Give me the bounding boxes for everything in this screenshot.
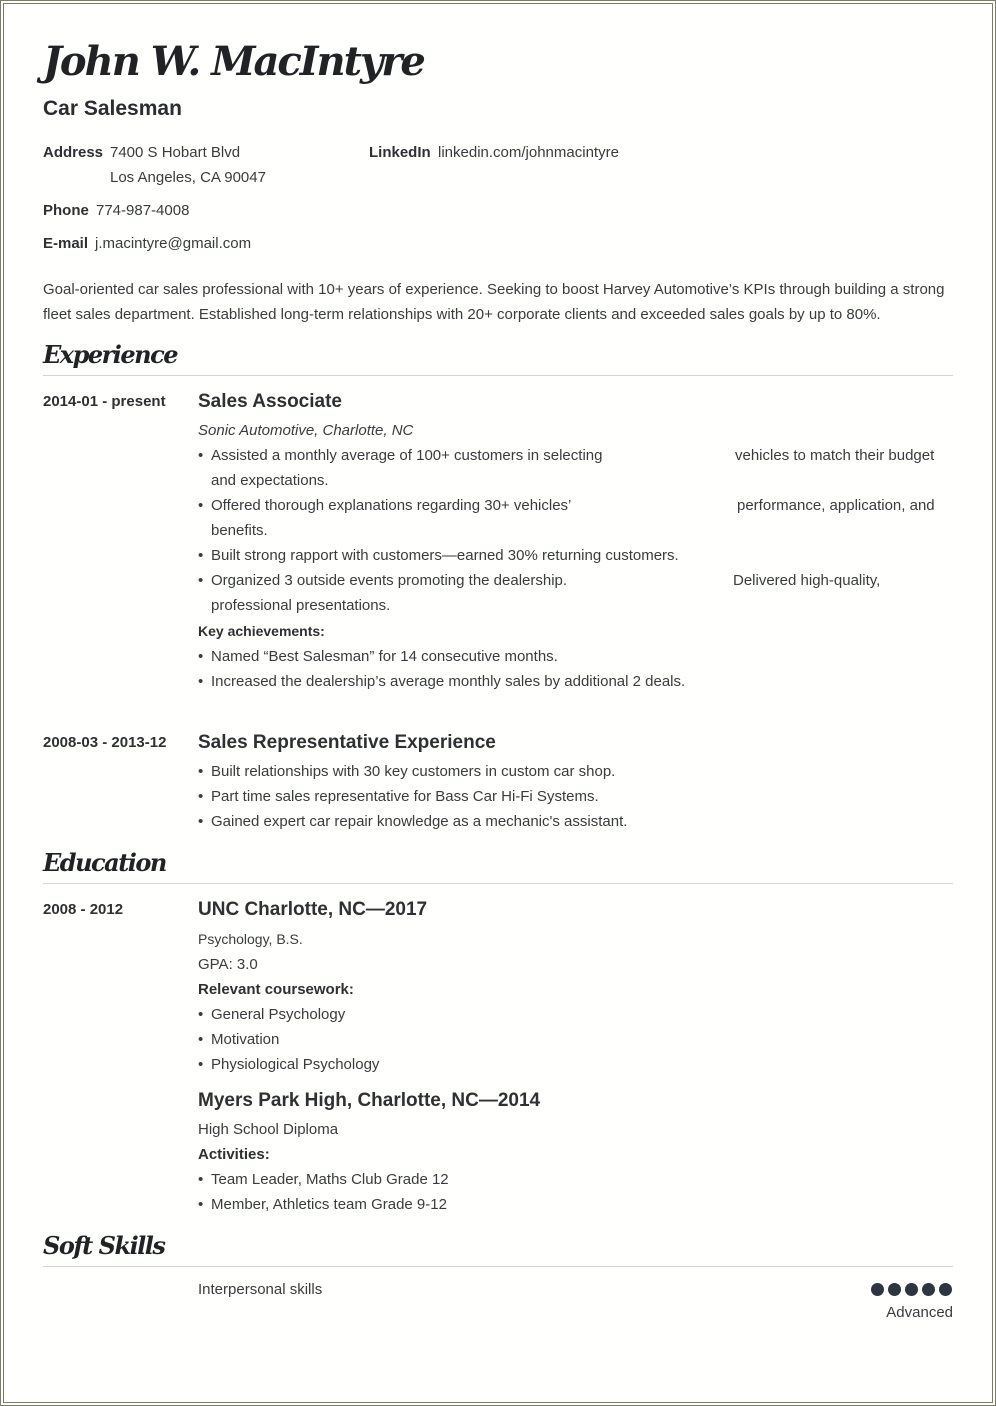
job-bullet-text: Built strong rapport with customers—earned 30% returning customers. xyxy=(211,547,679,564)
job-position: Sales Representative Experience xyxy=(198,732,496,753)
achievement-text: Increased the dealership’s average monthly sales by additional 2 deals. xyxy=(211,673,686,690)
job-bullet-text: Organized 3 outside events promoting the dealership. xyxy=(211,572,568,589)
rating-dot-icon xyxy=(922,1283,935,1296)
bullet-icon: • xyxy=(198,497,204,514)
activity-item: Member, Athletics team Grade 9-12 xyxy=(211,1196,447,1213)
candidate-title: Car Salesman xyxy=(43,97,182,120)
job-bullet-text: benefits. xyxy=(211,522,268,539)
phone-value: 774-987-4008 xyxy=(96,202,190,219)
skill-rating xyxy=(871,1283,952,1296)
address-line2: Los Angeles, CA 90047 xyxy=(110,169,266,186)
section-title-education: Education xyxy=(43,848,166,877)
bullet-icon: • xyxy=(198,1031,204,1048)
activity-item: Team Leader, Maths Club Grade 12 xyxy=(211,1171,449,1188)
email-link[interactable]: j.macintyre@gmail.com xyxy=(95,235,252,252)
address-label: Address xyxy=(43,144,104,161)
education-school: UNC Charlotte, NC—2017 xyxy=(198,899,428,920)
job-dates: 2008-03 - 2013-12 xyxy=(43,734,167,751)
bullet-icon: • xyxy=(198,673,204,690)
bullet-icon: • xyxy=(198,813,204,830)
email-label: E-mail xyxy=(43,235,89,252)
section-divider xyxy=(43,883,953,884)
job-bullet-text: professional presentations. xyxy=(211,597,391,614)
achievement-text: Named “Best Salesman” for 14 consecutive months. xyxy=(211,648,558,665)
job-bullet-text: Built relationships with 30 key customers in custom car shop. xyxy=(211,763,616,780)
linkedin-link[interactable]: linkedin.com/johnmacintyre xyxy=(438,144,619,161)
activities-label: Activities: xyxy=(198,1146,270,1163)
address-line1: 7400 S Hobart Blvd xyxy=(110,144,241,161)
section-title-soft-skills: Soft Skills xyxy=(43,1231,165,1260)
profile-summary: Goal-oriented car sales professional with 10+ years of experience. Seeking to boost Harvey Automotive’s KPIs through building a strong fleet sales department. Established long-term relationships with 20+ corporate clients and exceeded sales goals by up to 80%. xyxy=(43,281,945,323)
job-bullet-text: Delivered high-quality, xyxy=(733,572,881,589)
section-divider xyxy=(43,1266,953,1267)
bullet-icon: • xyxy=(198,1006,204,1023)
bullet-icon: • xyxy=(198,572,204,589)
bullet-icon: • xyxy=(198,788,204,805)
rating-dot-icon xyxy=(905,1283,918,1296)
job-company: Sonic Automotive, Charlotte, NC xyxy=(198,422,414,439)
job-bullet-text: Offered thorough explanations regarding 30+ vehicles’ xyxy=(211,497,572,514)
linkedin-label: LinkedIn xyxy=(369,144,431,161)
bullet-icon: • xyxy=(198,547,204,564)
coursework-item: Motivation xyxy=(211,1031,280,1048)
education-gpa: GPA: 3.0 xyxy=(198,956,258,973)
bullet-icon: • xyxy=(198,1171,204,1188)
bullet-icon: • xyxy=(198,1056,204,1073)
job-dates: 2014-01 - present xyxy=(43,393,166,410)
coursework-item: General Psychology xyxy=(211,1006,346,1023)
job-bullet-text: and expectations. xyxy=(211,472,329,489)
job-bullet-text: Assisted a monthly average of 100+ customers in selecting xyxy=(211,447,603,464)
coursework-label: Relevant coursework: xyxy=(198,981,354,998)
rating-dot-icon xyxy=(939,1283,952,1296)
candidate-name: John W. MacIntyre xyxy=(43,38,424,85)
achievements-label: Key achievements: xyxy=(198,623,325,639)
section-divider xyxy=(43,375,953,376)
rating-dot-icon xyxy=(888,1283,901,1296)
rating-dot-icon xyxy=(871,1283,884,1296)
job-bullet-text: vehicles to match their budget xyxy=(735,447,935,464)
bullet-icon: • xyxy=(198,648,204,665)
education-degree: Psychology, B.S. xyxy=(198,931,303,947)
education-degree: High School Diploma xyxy=(198,1121,339,1138)
job-position: Sales Associate xyxy=(198,391,342,412)
education-school: Myers Park High, Charlotte, NC—2014 xyxy=(198,1090,541,1111)
job-bullet-text: Gained expert car repair knowledge as a mechanic's assistant. xyxy=(211,813,628,830)
phone-label: Phone xyxy=(43,202,89,219)
skill-name: Interpersonal skills xyxy=(198,1281,323,1298)
section-title-experience: Experience xyxy=(43,340,178,369)
coursework-item: Physiological Psychology xyxy=(211,1056,380,1073)
bullet-icon: • xyxy=(198,447,204,464)
education-dates: 2008 - 2012 xyxy=(43,901,124,918)
job-bullet-text: performance, application, and xyxy=(737,497,935,514)
bullet-icon: • xyxy=(198,763,204,780)
bullet-icon: • xyxy=(198,1196,204,1213)
skill-level: Advanced xyxy=(886,1304,953,1321)
job-bullet-text: Part time sales representative for Bass Car Hi-Fi Systems. xyxy=(211,788,599,805)
